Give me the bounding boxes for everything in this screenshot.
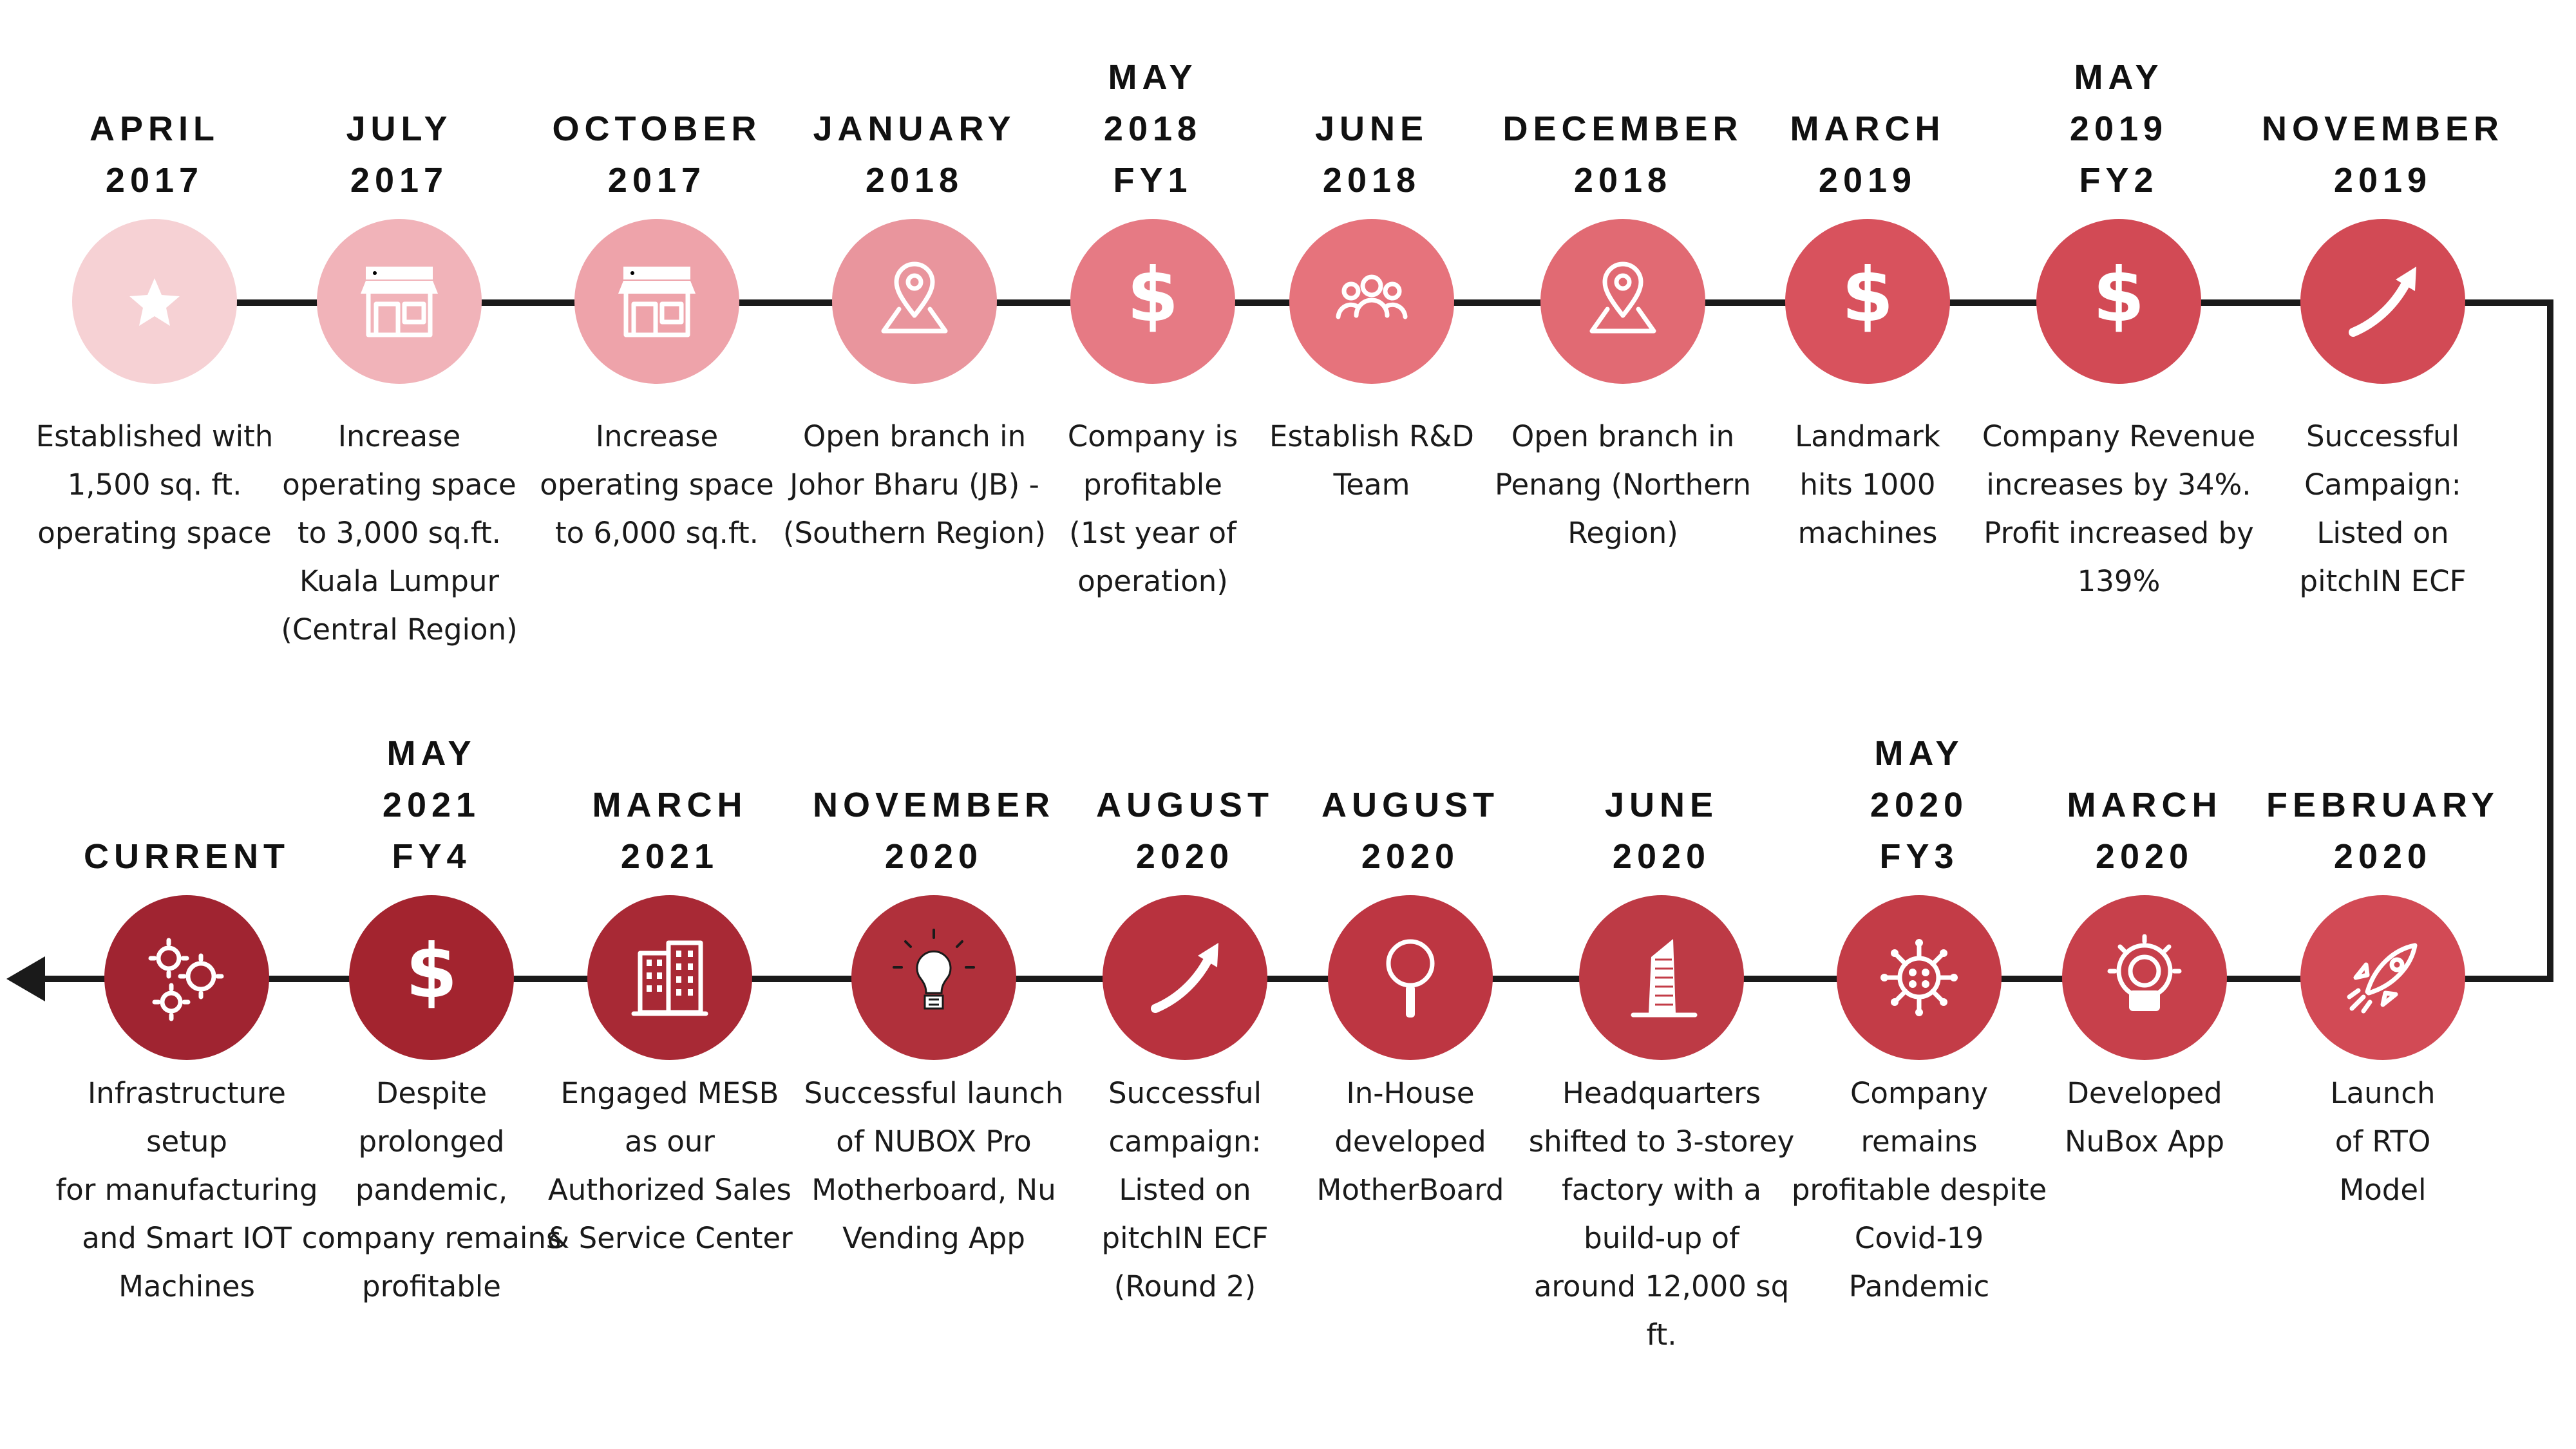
milestone-badge: [1289, 219, 1454, 384]
milestone-description-line: around 12,000 sq: [1533, 1269, 1790, 1303]
milestone-description-line: Increase: [337, 419, 461, 453]
milestone-date-line: 2021: [382, 786, 481, 824]
milestone-date: [2248, 103, 2518, 206]
milestone-date-line: 2020: [2095, 837, 2194, 876]
magnifier-icon: [1328, 895, 1493, 1060]
milestone-badge: [1785, 219, 1950, 384]
milestone-description: [515, 412, 799, 557]
milestone-date: [264, 103, 535, 206]
milestone-date-line: 2017: [350, 161, 449, 200]
milestone-description-line: Engaged MESB: [560, 1076, 779, 1110]
milestone-badge: [349, 895, 514, 1060]
milestone-date-line: 2018: [1103, 109, 1202, 148]
map-pin-icon: [1540, 219, 1705, 384]
milestone-description-line: Profit increased by: [1984, 516, 2254, 550]
milestone-date: [779, 103, 1050, 206]
milestone-date-line: FY4: [392, 837, 471, 876]
milestone-description: [258, 412, 541, 654]
milestone-date: [296, 728, 567, 882]
milestone-badge: [317, 219, 482, 384]
milestone-description-line: Establish R&D: [1269, 419, 1474, 453]
gears-icon: [104, 895, 269, 1060]
milestone-description: [792, 1069, 1075, 1262]
milestone-date-line: AUGUST: [1321, 786, 1499, 824]
milestone-description-line: pitchIN ECF: [2299, 564, 2467, 598]
milestone-badge: [1540, 219, 1705, 384]
milestone-description: [1230, 412, 1513, 509]
milestone-description-line: 1,500 sq. ft.: [67, 468, 242, 502]
milestone-date-line: 2019: [1818, 161, 1917, 200]
milestone-date-line: MAY: [1874, 734, 1964, 773]
milestone-description-line: remains: [1861, 1124, 1978, 1159]
milestone-badge: [2300, 219, 2465, 384]
milestone-badge: [851, 895, 1016, 1060]
milestone-badge: [1328, 895, 1493, 1060]
milestone-description-line: Established with: [35, 419, 274, 453]
milestone-description-line: Successful: [1108, 1076, 1262, 1110]
milestone-date-line: 2018: [1573, 161, 1672, 200]
skyscraper-icon: [1579, 895, 1744, 1060]
milestone-description-line: Team: [1333, 468, 1410, 502]
milestone-description-line: increases by 34%.: [1986, 468, 2251, 502]
milestone-date-line: 2020: [1612, 837, 1711, 876]
milestone-date-line: FY2: [2079, 161, 2159, 200]
milestone-description-line: Kuala Lumpur: [299, 564, 499, 598]
milestone-description-line: Listed on: [2316, 516, 2449, 550]
milestone-date-line: 2020: [2333, 837, 2432, 876]
milestone-date-line: MARCH: [592, 786, 748, 824]
milestone-description-line: prolonged: [358, 1124, 505, 1159]
milestone-badge: [1070, 219, 1235, 384]
star-icon: [72, 219, 237, 384]
milestone-description-line: factory with a: [1561, 1173, 1762, 1207]
milestone-description-line: Open branch in: [802, 419, 1027, 453]
map-pin-icon: [832, 219, 997, 384]
milestone-date-line: 2018: [865, 161, 964, 200]
milestone-date-line: OCTOBER: [552, 109, 762, 148]
milestone-description-line: hits 1000: [1799, 468, 1936, 502]
milestone-badge: [574, 219, 739, 384]
milestone-date-line: NOVEMBER: [812, 786, 1056, 824]
milestone-date-line: MARCH: [2067, 786, 2222, 824]
milestone-date-line: CURRENT: [84, 837, 290, 876]
milestone-date-line: 2020: [1135, 837, 1235, 876]
growth-arrow-icon: [1103, 895, 1267, 1060]
milestone-badge: [2062, 895, 2227, 1060]
milestone-date: [19, 103, 290, 206]
milestone-description: [1777, 1069, 2061, 1311]
milestone-description-line: Pandemic: [1848, 1269, 1990, 1303]
milestone-description-line: to 3,000 sq.ft.: [298, 516, 501, 550]
milestone-description-line: developed: [1334, 1124, 1486, 1159]
milestone-date-line: FY1: [1113, 161, 1193, 200]
milestone-description-line: Company is: [1067, 419, 1238, 453]
milestone-date: [52, 831, 322, 882]
milestone-description: [1520, 1069, 1803, 1359]
milestone-description-line: Motherboard, Nu: [811, 1173, 1056, 1207]
milestone-date-line: JULY: [346, 109, 453, 148]
milestone-description-line: shifted to 3-storey: [1528, 1124, 1795, 1159]
milestone-date-line: APRIL: [90, 109, 220, 148]
growth-arrow-icon: [2300, 219, 2465, 384]
milestone-date: [1732, 103, 2003, 206]
svg-text:$: $: [1126, 252, 1179, 339]
milestone-description-line: (Southern Region): [782, 516, 1046, 550]
milestone-date-line: 2020: [1870, 786, 1969, 824]
milestone-description-line: operating space: [282, 468, 516, 502]
milestone-description-line: Penang (Northern: [1494, 468, 1752, 502]
milestone-description-line: company remains: [301, 1221, 562, 1255]
milestone-date-line: 2017: [607, 161, 706, 200]
milestone-description-line: Campaign:: [2304, 468, 2461, 502]
milestone-date-line: 2020: [1361, 837, 1460, 876]
milestone-date-line: FY3: [1879, 837, 1959, 876]
milestone-date-line: 2017: [105, 161, 204, 200]
app-gear-icon: [2062, 895, 2227, 1060]
milestone-date: [1526, 779, 1797, 882]
milestone-description-line: Company Revenue: [1982, 419, 2256, 453]
milestone-description-line: (Central Region): [281, 612, 518, 647]
milestone-date-line: FEBRUARY: [2266, 786, 2499, 824]
milestone-description: [13, 412, 296, 557]
milestone-description-line: (Round 2): [1113, 1269, 1256, 1303]
milestone-date: [2248, 779, 2518, 882]
milestone-date-line: MARCH: [1790, 109, 1946, 148]
milestone-description: [2241, 412, 2524, 605]
milestone-description-line: build-up of: [1584, 1221, 1739, 1255]
milestone-date-line: 2019: [2333, 161, 2432, 200]
lightbulb-icon: [851, 895, 1016, 1060]
milestone-badge: [1579, 895, 1744, 1060]
milestone-description-line: Successful: [2306, 419, 2459, 453]
milestone-description-line: machines: [1797, 516, 1938, 550]
shop-icon: [574, 219, 739, 384]
milestone-description-line: for manufacturing: [55, 1173, 318, 1207]
milestone-date: [1488, 103, 1758, 206]
milestone-description: [290, 1069, 573, 1311]
team-icon: [1289, 219, 1454, 384]
milestone-description-line: pitchIN ECF: [1101, 1221, 1269, 1255]
dollar-icon: [1785, 219, 1950, 384]
milestone-description-line: profitable despite: [1791, 1173, 2047, 1207]
milestone-description-line: Despite: [375, 1076, 488, 1110]
dollar-icon: [349, 895, 514, 1060]
milestone-description-line: Landmark: [1795, 419, 1940, 453]
milestone-date-line: 2019: [2069, 109, 2168, 148]
milestone-description-line: MotherBoard: [1316, 1173, 1504, 1207]
milestone-description-line: and Smart IOT: [82, 1221, 292, 1255]
milestone-description-line: Infrastructure setup: [88, 1076, 286, 1159]
milestone-description-line: pandemic,: [355, 1173, 508, 1207]
milestone-description-line: operating space: [540, 468, 774, 502]
svg-text:$: $: [2092, 252, 2145, 339]
milestone-date-line: 2021: [620, 837, 719, 876]
milestone-description-line: operating space: [37, 516, 272, 550]
milestone-description-line: profitable: [362, 1269, 501, 1303]
milestone-description-line: operation): [1077, 564, 1228, 598]
milestone-description-line: NuBox App: [2064, 1124, 2225, 1159]
milestone-description-line: Open branch in: [1511, 419, 1735, 453]
milestone-badge: [832, 219, 997, 384]
milestone-description-line: Covid-19: [1854, 1221, 1984, 1255]
milestone-date: [535, 779, 805, 882]
milestone-date-line: MAY: [1108, 58, 1198, 97]
milestone-description-line: as our: [625, 1124, 715, 1159]
milestone-date: [799, 779, 1069, 882]
milestone-date-line: DECEMBER: [1502, 109, 1743, 148]
milestone-description: [1726, 412, 2009, 557]
milestone-description-line: Region): [1567, 516, 1678, 550]
milestone-badge: [587, 895, 752, 1060]
milestone-description-line: of RTO: [2334, 1124, 2431, 1159]
rocket-icon: [2300, 895, 2465, 1060]
milestone-date: [1784, 728, 2054, 882]
milestone-description-line: (1st year of: [1069, 516, 1236, 550]
milestone-description-line: Authorized Sales: [548, 1173, 791, 1207]
milestone-description-line: Launch: [2330, 1076, 2436, 1110]
milestone-description-line: Increase: [595, 419, 719, 453]
milestone-description-line: Vending App: [842, 1221, 1025, 1255]
milestone-date-line: NOVEMBER: [2261, 109, 2505, 148]
milestone-date: [1236, 103, 1507, 206]
milestone-description: [45, 1069, 328, 1311]
svg-text:$: $: [1841, 252, 1894, 339]
milestone-date: [1984, 52, 2254, 206]
milestone-badge: [104, 895, 269, 1060]
milestone-badge: [2036, 219, 2201, 384]
milestone-description-line: Listed on: [1119, 1173, 1251, 1207]
milestone-date-line: JUNE: [1604, 786, 1719, 824]
milestone-badge: [2300, 895, 2465, 1060]
milestone-description-line: Company: [1850, 1076, 1989, 1110]
milestone-description-line: & Service Center: [547, 1221, 793, 1255]
milestone-description-line: Johor Bharu (JB) -: [790, 468, 1039, 502]
dollar-icon: [2036, 219, 2201, 384]
svg-text:$: $: [405, 928, 458, 1015]
milestone-description-line: Developed: [2067, 1076, 2222, 1110]
milestone-date-line: MAY: [2074, 58, 2164, 97]
milestone-date: [522, 103, 792, 206]
office-building-icon: [587, 895, 752, 1060]
milestone-date-line: 2018: [1322, 161, 1421, 200]
milestone-description-line: to 6,000 sq.ft.: [555, 516, 759, 550]
milestone-description-line: ft.: [1646, 1318, 1677, 1352]
milestone-description: [1977, 412, 2260, 605]
milestone-date-line: MAY: [386, 734, 477, 773]
milestone-description-line: Model: [2339, 1173, 2427, 1207]
milestone-date-line: 2020: [884, 837, 983, 876]
milestone-date-line: JUNE: [1314, 109, 1429, 148]
milestone-description-line: campaign:: [1108, 1124, 1262, 1159]
milestone-description-line: Machines: [118, 1269, 255, 1303]
milestone-badge: [1837, 895, 2002, 1060]
milestone-description: [1481, 412, 1765, 557]
milestone-description: [1043, 1069, 1327, 1311]
shop-icon: [317, 219, 482, 384]
milestone-description-line: Headquarters: [1562, 1076, 1761, 1110]
milestone-date-line: JANUARY: [813, 109, 1016, 148]
milestone-badge: [72, 219, 237, 384]
dollar-icon: [1070, 219, 1235, 384]
milestone-description-line: profitable: [1083, 468, 1222, 502]
milestone-description-line: of NUBOX Pro: [836, 1124, 1032, 1159]
milestone-badge: [1103, 895, 1267, 1060]
milestone-description-line: 139%: [2077, 564, 2161, 598]
virus-icon: [1837, 895, 2002, 1060]
milestone-date: [1050, 779, 1320, 882]
milestone-description-line: Successful launch: [804, 1076, 1064, 1110]
milestone-description-line: In-House: [1346, 1076, 1475, 1110]
milestone-date-line: AUGUST: [1096, 786, 1274, 824]
